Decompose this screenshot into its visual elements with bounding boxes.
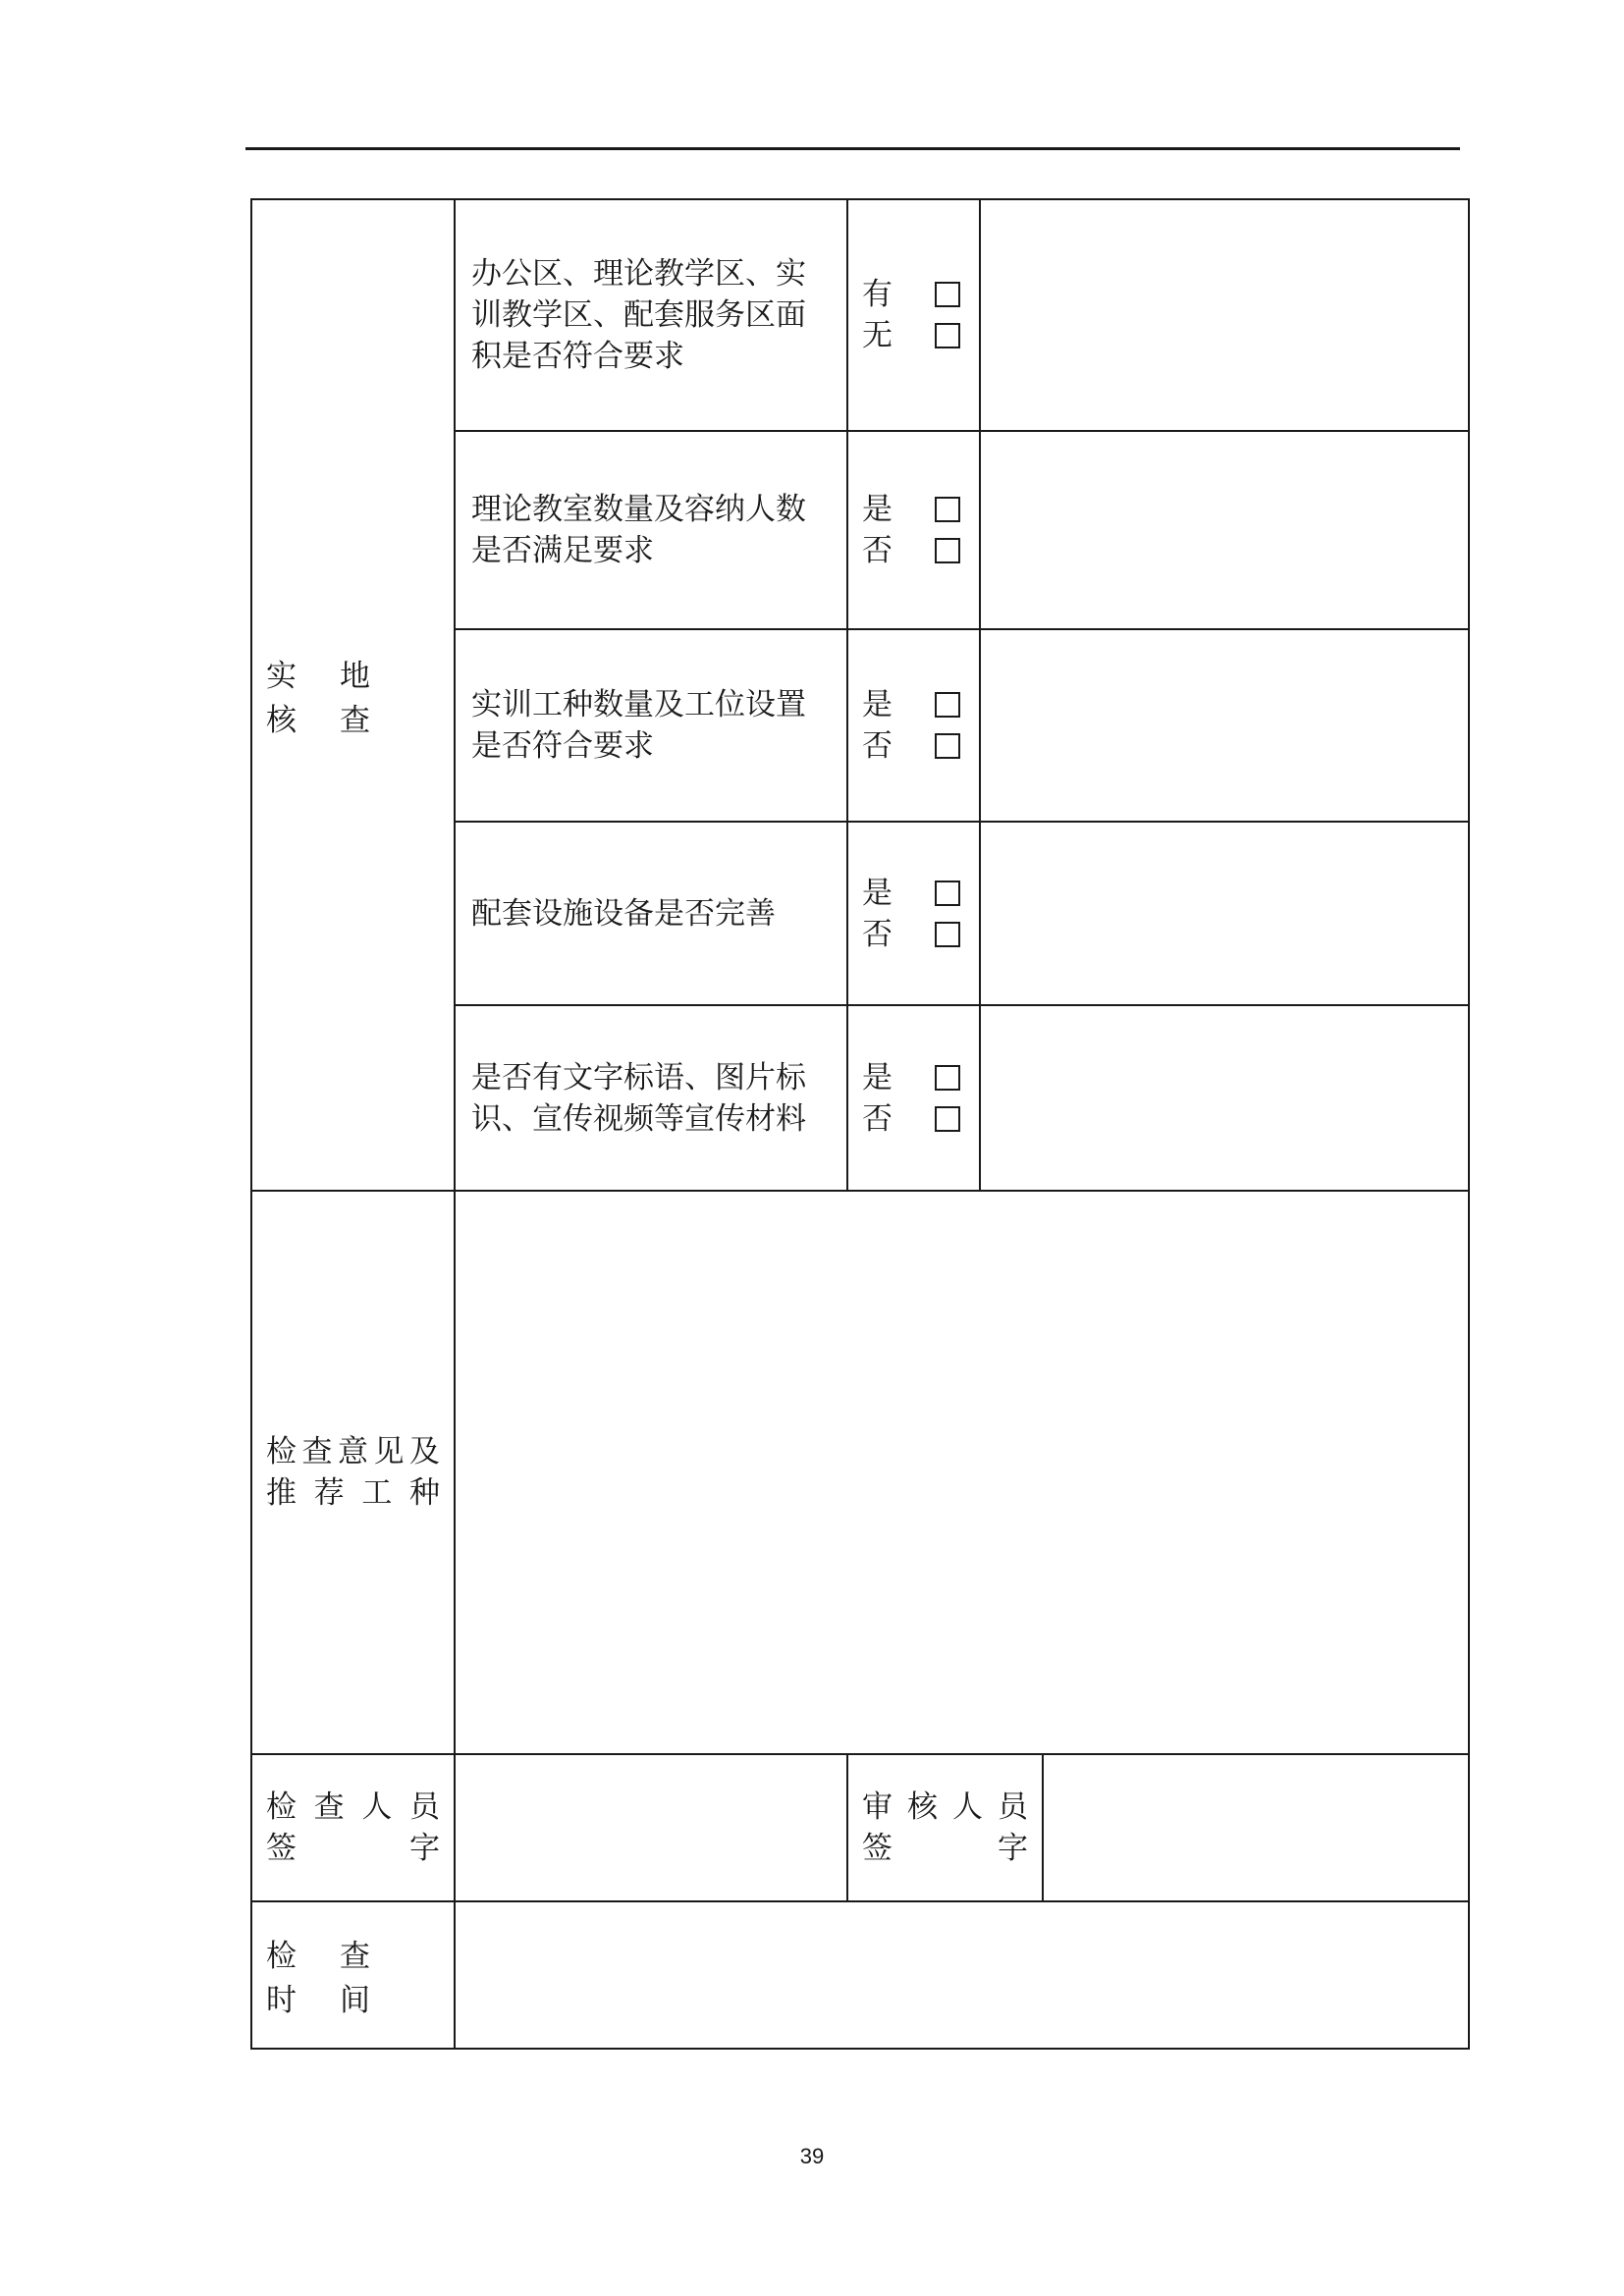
option-label: 否	[862, 728, 893, 764]
checkbox-1b[interactable]	[935, 323, 960, 348]
option-label: 是	[862, 492, 893, 527]
check-question-3: 实训工种数量及工位设置是否符合要求	[455, 629, 847, 822]
signature-row	[251, 1754, 1469, 1901]
checkbox-3b[interactable]	[935, 733, 960, 759]
check-time-row	[251, 1901, 1469, 2049]
check-question-2: 理论教室数量及容纳人数是否满足要求	[455, 431, 847, 629]
check-answer-1[interactable]	[980, 199, 1469, 431]
checkbox-2a[interactable]	[935, 497, 960, 522]
option-label: 否	[862, 1100, 893, 1137]
option-label: 否	[862, 533, 893, 568]
check-question-5: 是否有文字标语、图片标识、宣传视频等宣传材料	[455, 1005, 847, 1191]
check-options-2	[847, 431, 980, 629]
checkbox-3a[interactable]	[935, 692, 960, 718]
opinion-field[interactable]	[455, 1191, 1469, 1754]
checkbox-5b[interactable]	[935, 1106, 960, 1132]
option-label: 有	[862, 277, 893, 312]
reviewer-sign-field[interactable]	[1043, 1754, 1469, 1901]
check-answer-3[interactable]	[980, 629, 1469, 822]
check-question-4: 配套设施设备是否完善	[455, 822, 847, 1005]
opinion-label: 检查意见及 推 荐 工 种	[251, 1191, 455, 1754]
option-label: 是	[862, 1059, 893, 1095]
reviewer-sign-label: 审 核 人 员 签 字	[847, 1754, 1043, 1901]
inspector-sign-field[interactable]	[455, 1754, 847, 1901]
check-row-1	[251, 199, 1469, 431]
check-options-4	[847, 822, 980, 1005]
check-answer-5[interactable]	[980, 1005, 1469, 1191]
inspector-sign-label: 检 查 人 员 签 字	[251, 1754, 455, 1901]
checkbox-1a[interactable]	[935, 282, 960, 307]
opinion-row	[251, 1191, 1469, 1754]
option-label: 是	[862, 875, 893, 911]
check-time-field[interactable]	[455, 1901, 1469, 2049]
check-answer-2[interactable]	[980, 431, 1469, 629]
field-check-label: 实 地 核 查	[251, 199, 455, 1191]
check-question-1: 办公区、理论教学区、实训教学区、配套服务区面积是否符合要求	[455, 199, 847, 431]
checkbox-5a[interactable]	[935, 1065, 960, 1091]
check-options-5	[847, 1005, 980, 1191]
check-time-label: 检 查 时 间	[251, 1901, 455, 2049]
page-number: 39	[799, 2144, 825, 2168]
check-answer-4[interactable]	[980, 822, 1469, 1005]
checkbox-2b[interactable]	[935, 538, 960, 563]
check-options-3	[847, 629, 980, 822]
checkbox-4b[interactable]	[935, 922, 960, 947]
option-label: 是	[862, 687, 893, 722]
option-label: 无	[862, 318, 893, 353]
check-options-1	[847, 199, 980, 431]
checkbox-4a[interactable]	[935, 881, 960, 906]
inspection-form-table	[250, 198, 1470, 2050]
header-rule	[245, 147, 1460, 150]
option-label: 否	[862, 916, 893, 952]
